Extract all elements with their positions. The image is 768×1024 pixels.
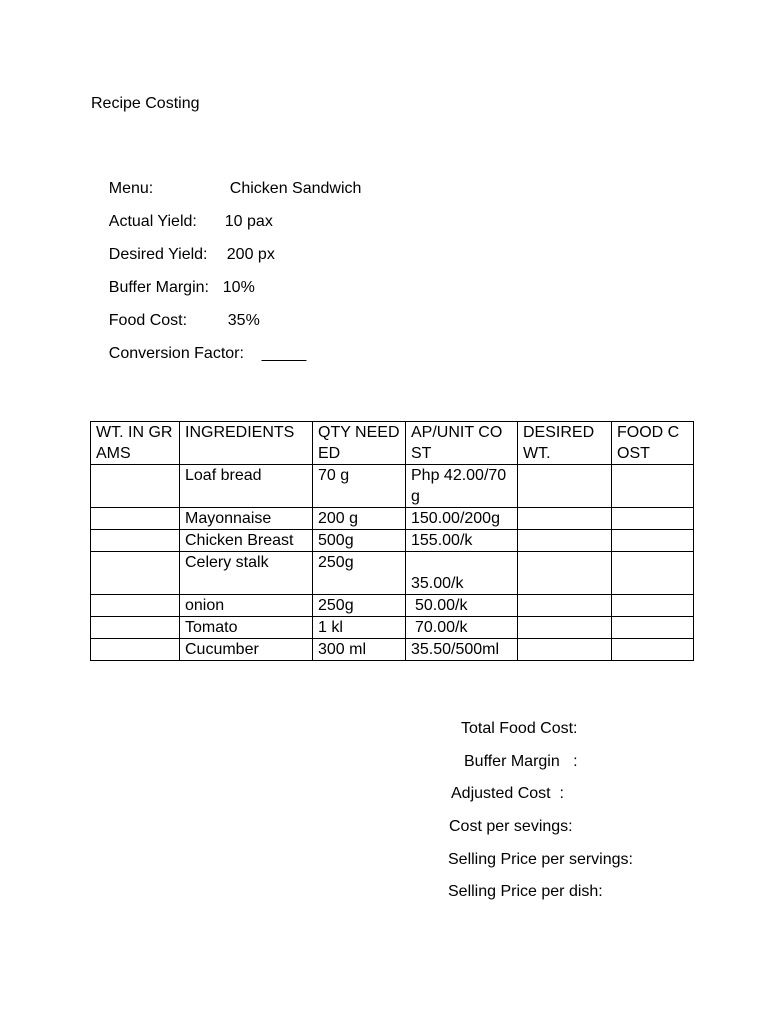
cell-ingredient: Chicken Breast [180, 530, 313, 552]
header-qty-needed: QTY NEEDED [313, 422, 406, 465]
cell-qty: 250g [313, 595, 406, 617]
buffer-margin-label: Buffer Margin: [108, 279, 209, 296]
table-row [91, 465, 694, 508]
cell-desired-wt [518, 639, 612, 661]
cell-unit-cost: 70.00/k [406, 617, 518, 639]
cell-wt [91, 639, 180, 661]
cell-ingredient: Cucumber [180, 639, 313, 661]
cell-ingredient: Tomato [180, 617, 313, 639]
cell-desired-wt [518, 465, 612, 508]
cell-wt [91, 552, 180, 595]
table-row [91, 595, 694, 617]
document-title: Recipe Costing [91, 95, 200, 112]
cell-qty: 250g [313, 552, 406, 595]
food-cost-value: 35% [227, 312, 260, 329]
cell-food-cost [612, 465, 694, 508]
cell-desired-wt [518, 617, 612, 639]
cell-unit-cost: 50.00/k [406, 595, 518, 617]
header-ingredients: INGREDIENTS [180, 422, 313, 465]
cell-desired-wt [518, 530, 612, 552]
summary-cost-per-servings: Cost per sevings: [449, 818, 573, 835]
table-row [91, 508, 694, 530]
actual-yield-label: Actual Yield: [108, 213, 197, 230]
food-cost-label: Food Cost: [108, 312, 188, 329]
cell-qty: 200 g [313, 508, 406, 530]
cell-ingredient: onion [180, 595, 313, 617]
menu-value: Chicken Sandwich [229, 180, 362, 197]
cell-food-cost [612, 508, 694, 530]
cell-desired-wt [518, 552, 612, 595]
conversion-factor-field [91, 324, 306, 384]
cell-food-cost [612, 639, 694, 661]
cell-wt [91, 530, 180, 552]
header-ap-unit-cost: AP/UNIT COST [406, 422, 518, 465]
buffer-margin-value: 10% [222, 279, 255, 296]
cell-wt [91, 617, 180, 639]
cell-ingredient: Mayonnaise [180, 508, 313, 530]
table-row [91, 639, 694, 661]
cell-food-cost [612, 530, 694, 552]
summary-selling-price-per-servings: Selling Price per servings: [448, 851, 633, 868]
summary-selling-price-per-dish: Selling Price per dish: [448, 883, 603, 900]
cell-food-cost [612, 595, 694, 617]
cell-qty: 1 kl [313, 617, 406, 639]
table-row [91, 552, 694, 595]
cell-ingredient: Loaf bread [180, 465, 313, 508]
cell-qty: 70 g [313, 465, 406, 508]
cell-desired-wt [518, 595, 612, 617]
cell-qty: 500g [313, 530, 406, 552]
table-header-row [91, 422, 694, 465]
desired-yield-value: 200 px [226, 246, 275, 263]
summary-total-food-cost: Total Food Cost: [461, 720, 578, 737]
cell-unit-cost: Php 42.00/70g [406, 465, 518, 508]
conversion-factor-label: Conversion Factor: [108, 345, 244, 362]
summary-adjusted-cost: Adjusted Cost : [451, 785, 564, 802]
header-food-cost: FOOD COST [612, 422, 694, 465]
actual-yield-value: 10 pax [224, 213, 273, 230]
cell-desired-wt [518, 508, 612, 530]
cell-unit-cost: 155.00/k [406, 530, 518, 552]
costing-table [90, 421, 694, 661]
cell-unit-cost: 35.50/500ml [406, 639, 518, 661]
cell-wt [91, 595, 180, 617]
cell-unit-cost: 35.00/k [406, 552, 518, 595]
cell-ingredient: Celery stalk [180, 552, 313, 595]
cell-food-cost [612, 617, 694, 639]
table-row [91, 617, 694, 639]
cell-wt [91, 508, 180, 530]
cell-wt [91, 465, 180, 508]
desired-yield-label: Desired Yield: [108, 246, 208, 263]
menu-label: Menu: [108, 180, 154, 197]
header-desired-wt: DESIRED WT. [518, 422, 612, 465]
cell-food-cost [612, 552, 694, 595]
conversion-factor-value: _____ [261, 345, 307, 362]
table-row [91, 530, 694, 552]
header-wt-in-grams: WT. IN GRAMS [91, 422, 180, 465]
cell-qty: 300 ml [313, 639, 406, 661]
summary-buffer-margin: Buffer Margin : [464, 753, 578, 770]
cell-unit-cost: 150.00/200g [406, 508, 518, 530]
